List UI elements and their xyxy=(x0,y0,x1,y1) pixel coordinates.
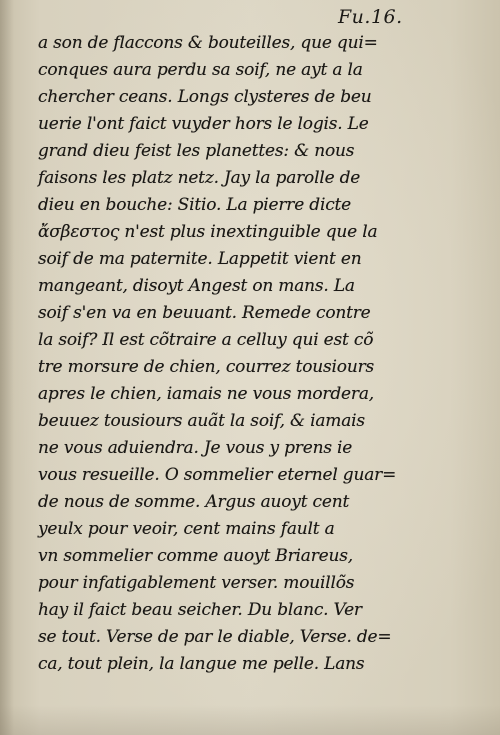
text-line: chercher ceans. Longs clysteres de beu xyxy=(38,87,372,107)
text-line: ne vous aduiendra. Je vous y prens ie xyxy=(38,438,353,458)
text-line: se tout. Verse de par le diable, Verse. de= xyxy=(38,627,392,647)
text-line: tre morsure de chien, courrez tousiours xyxy=(38,357,375,377)
text-line: beuuez tousiours auãt la soif, & iamais xyxy=(38,411,365,431)
text-line: de nous de somme. Argus auoyt cent xyxy=(38,492,350,512)
text-line: uerie l'ont faict vuyder hors le logis. Le xyxy=(38,114,369,134)
text-line: soif s'en va en beuuant. Remede contre xyxy=(38,303,371,323)
folio-number: Fu.16. xyxy=(338,6,403,28)
text-block xyxy=(38,30,438,678)
text-line: dieu en bouche: Sitio. La pierre dicte xyxy=(38,195,352,215)
gutter-shadow xyxy=(0,0,14,735)
page-bottom-shadow xyxy=(0,705,500,735)
text-line: la soif? Il est cõtraire a celluy qui est cõ xyxy=(38,330,374,350)
text-line: mangeant, disoyt Angest on mans. La xyxy=(38,276,355,296)
text-line: soif de ma paternite. Lappetit vient en xyxy=(38,249,362,269)
text-line: ἄσβεστος n'est plus inextinguible que la xyxy=(38,222,378,242)
text-line: apres le chien, iamais ne vous mordera, xyxy=(38,384,374,404)
text-line: faisons les platz netz. Jay la parolle de xyxy=(38,168,361,188)
text-line: vn sommelier comme auoyt Briareus, xyxy=(38,546,353,566)
text-line: ca, tout plein, la langue me pelle. Lans xyxy=(38,654,365,674)
text-line: grand dieu feist les planettes: & nous xyxy=(38,141,355,161)
text-line: hay il faict beau seicher. Du blanc. Ver xyxy=(38,600,362,620)
text-line: a son de flaccons & bouteilles, que qui= xyxy=(38,33,378,53)
text-line: vous resueille. O sommelier eternel guar= xyxy=(38,465,397,485)
text-line: conques aura perdu sa soif, ne ayt a la xyxy=(38,60,363,80)
text-line: pour infatigablement verser. mouillõs xyxy=(38,573,355,593)
text-line: yeulx pour veoir, cent mains fault a xyxy=(38,519,335,539)
